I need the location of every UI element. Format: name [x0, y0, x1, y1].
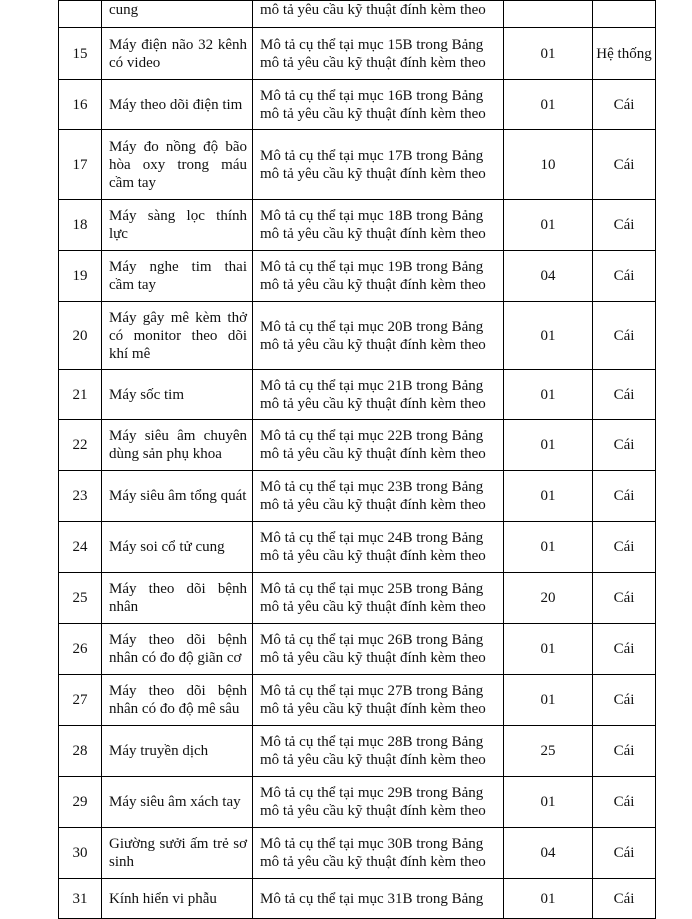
- quantity-cell: 01: [504, 420, 593, 471]
- specification-line-2: mô tả yêu cầu kỹ thuật đính kèm theo: [260, 105, 486, 122]
- quantity-cell: 01: [504, 777, 593, 828]
- table-row: [59, 471, 656, 522]
- unit-cell: Cái: [593, 573, 656, 624]
- table-row: [59, 28, 656, 80]
- row-number-cell: 17: [59, 130, 102, 200]
- specification-cell: [253, 420, 504, 471]
- table-row-partial: [59, 879, 656, 919]
- specification-cell: [253, 130, 504, 200]
- specification-line-1: Mô tả cụ thể tại mục 17B trong Bảng: [260, 147, 484, 164]
- unit-cell: Cái: [593, 726, 656, 777]
- equipment-name-cell: Máy theo dõi bệnh nhân có đo độ mê sâu: [102, 675, 253, 726]
- specification-line-2: mô tả yêu cầu kỹ thuật đính kèm theo: [260, 701, 486, 717]
- equipment-name-cell: Máy nghe tim thai cầm tay: [102, 251, 253, 302]
- specification-line-2: mô tả yêu cầu kỹ thuật đính kèm theo: [260, 650, 486, 666]
- row-number-cell: 24: [59, 522, 102, 573]
- unit-cell: Cái: [593, 675, 656, 726]
- specification-line-1: Mô tả cụ thể tại mục 28B trong Bảng: [260, 734, 484, 750]
- specification-line-2: mô tả yêu cầu kỹ thuật đính kèm theo: [260, 336, 486, 353]
- specification-cell: [253, 471, 504, 522]
- equipment-name-cell: Máy theo dõi bệnh nhân có đo độ giãn cơ: [102, 624, 253, 675]
- table-row: [59, 420, 656, 471]
- specification-line-2: mô tả yêu cầu kỹ thuật đính kèm theo: [260, 854, 486, 870]
- specification-cell: [253, 80, 504, 130]
- specification-line-2: mô tả yêu cầu kỹ thuật đính kèm theo: [260, 165, 486, 182]
- table-row: [59, 522, 656, 573]
- unit-cell: Cái: [593, 200, 656, 251]
- specification-line-1: Mô tả cụ thể tại mục 20B trong Bảng: [260, 318, 484, 335]
- row-number-cell: 20: [59, 302, 102, 370]
- specification-cell: [253, 624, 504, 675]
- table-row: [59, 370, 656, 420]
- specification-cell: [253, 302, 504, 370]
- row-number-cell: 25: [59, 573, 102, 624]
- row-number-cell: 21: [59, 370, 102, 420]
- table-row: [59, 130, 656, 200]
- equipment-name-cell: Máy sốc tim: [102, 370, 253, 420]
- specification-line-2: mô tả yêu cầu kỹ thuật đính kèm theo: [260, 803, 486, 819]
- quantity-cell: 04: [504, 251, 593, 302]
- specification-line-1: Mô tả cụ thể tại mục 27B trong Bảng: [260, 683, 484, 699]
- quantity-cell: [504, 1, 593, 28]
- row-number-cell: 27: [59, 675, 102, 726]
- row-number-cell: 19: [59, 251, 102, 302]
- equipment-name-cell: Máy sàng lọc thính lực: [102, 200, 253, 251]
- specification-line-2: mô tả yêu cầu kỹ thuật đính kèm theo: [260, 277, 486, 293]
- specification-cell: [253, 522, 504, 573]
- table-row: [59, 828, 656, 879]
- row-number-cell: 16: [59, 80, 102, 130]
- equipment-name-cell: Máy soi cổ tử cung: [102, 522, 253, 573]
- row-number-cell: 15: [59, 28, 102, 80]
- row-number-cell: 28: [59, 726, 102, 777]
- specification-line-2: mô tả yêu cầu kỹ thuật đính kèm theo: [260, 446, 486, 462]
- unit-cell: Cái: [593, 777, 656, 828]
- specification-line-1: Mô tả cụ thể tại mục 22B trong Bảng: [260, 428, 484, 444]
- specification-cell: Mô tả cụ thể tại mục 31B trong Bảng: [253, 879, 504, 919]
- quantity-cell: 01: [504, 675, 593, 726]
- specification-cell: [253, 28, 504, 80]
- specification-cell: [253, 370, 504, 420]
- equipment-name-cell: Máy theo dõi điện tim: [102, 80, 253, 130]
- table-row: [59, 624, 656, 675]
- row-number-cell: 23: [59, 471, 102, 522]
- unit-cell: Cái: [593, 828, 656, 879]
- specification-line-2: mô tả yêu cầu kỹ thuật đính kèm theo: [260, 54, 486, 71]
- equipment-name-cell: cung: [102, 1, 253, 28]
- unit-cell: Cái: [593, 522, 656, 573]
- specification-line-1: Mô tả cụ thể tại mục 19B trong Bảng: [260, 259, 484, 275]
- specification-line-1: Mô tả cụ thể tại mục 21B trong Bảng: [260, 377, 484, 394]
- equipment-name-cell: Máy theo dõi bệnh nhân: [102, 573, 253, 624]
- equipment-name-cell: Máy siêu âm chuyên dùng sản phụ khoa: [102, 420, 253, 471]
- unit-cell: [593, 1, 656, 28]
- equipment-name-cell: Máy điện não 32 kênh có video: [102, 28, 253, 80]
- equipment-table: [58, 0, 656, 919]
- unit-cell: Cái: [593, 251, 656, 302]
- row-number-cell: 31: [59, 879, 102, 919]
- quantity-cell: 01: [504, 522, 593, 573]
- specification-line-2: mô tả yêu cầu kỹ thuật đính kèm theo: [260, 599, 486, 615]
- specification-line-1: Mô tả cụ thể tại mục 26B trong Bảng: [260, 632, 484, 648]
- specification-line-2: mô tả yêu cầu kỹ thuật đính kèm theo: [260, 395, 486, 412]
- equipment-name-cell: Kính hiển vi phẫu: [102, 879, 253, 919]
- unit-cell: Cái: [593, 624, 656, 675]
- specification-cell: [253, 828, 504, 879]
- specification-cell: [253, 726, 504, 777]
- table-row: [59, 675, 656, 726]
- specification-line-2: mô tả yêu cầu kỹ thuật đính kèm theo: [260, 548, 486, 564]
- unit-cell: Hệ thống: [593, 28, 656, 80]
- quantity-cell: 10: [504, 130, 593, 200]
- quantity-cell: 01: [504, 879, 593, 919]
- quantity-cell: 01: [504, 28, 593, 80]
- table-row: [59, 726, 656, 777]
- unit-cell: Cái: [593, 471, 656, 522]
- quantity-cell: 01: [504, 200, 593, 251]
- specification-line-1: Mô tả cụ thể tại mục 16B trong Bảng: [260, 87, 484, 104]
- table-row: [59, 200, 656, 251]
- table-row: [59, 80, 656, 130]
- unit-cell: Cái: [593, 302, 656, 370]
- table-row: [59, 302, 656, 370]
- specification-cell: [253, 200, 504, 251]
- specification-line-1: Mô tả cụ thể tại mục 30B trong Bảng: [260, 836, 484, 852]
- equipment-name-cell: Máy siêu âm tổng quát: [102, 471, 253, 522]
- specification-cell: [253, 573, 504, 624]
- equipment-name-cell: Máy gây mê kèm thở có monitor theo dõi khí mê: [102, 302, 253, 370]
- unit-cell: Cái: [593, 420, 656, 471]
- quantity-cell: 01: [504, 302, 593, 370]
- row-number-cell: 18: [59, 200, 102, 251]
- row-number-cell: 30: [59, 828, 102, 879]
- specification-cell: mô tả yêu cầu kỹ thuật đính kèm theo: [253, 1, 504, 28]
- unit-cell: Cái: [593, 130, 656, 200]
- equipment-name-cell: Máy siêu âm xách tay: [102, 777, 253, 828]
- equipment-name-cell: Giường sưởi ấm trẻ sơ sinh: [102, 828, 253, 879]
- unit-cell: Cái: [593, 80, 656, 130]
- specification-line-1: Mô tả cụ thể tại mục 23B trong Bảng: [260, 479, 484, 495]
- quantity-cell: 20: [504, 573, 593, 624]
- table-row-continuation: [59, 1, 656, 28]
- specification-line-1: Mô tả cụ thể tại mục 24B trong Bảng: [260, 530, 484, 546]
- quantity-cell: 01: [504, 624, 593, 675]
- specification-line-2: mô tả yêu cầu kỹ thuật đính kèm theo: [260, 497, 486, 513]
- specification-cell: [253, 777, 504, 828]
- row-number-cell: [59, 1, 102, 28]
- quantity-cell: 01: [504, 471, 593, 522]
- quantity-cell: 25: [504, 726, 593, 777]
- equipment-name-cell: Máy đo nồng độ bão hòa oxy trong máu cầm tay: [102, 130, 253, 200]
- specification-line-2: mô tả yêu cầu kỹ thuật đính kèm theo: [260, 752, 486, 768]
- specification-line-1: Mô tả cụ thể tại mục 15B trong Bảng: [260, 36, 484, 53]
- table-row: [59, 251, 656, 302]
- row-number-cell: 26: [59, 624, 102, 675]
- unit-cell: Cái: [593, 370, 656, 420]
- table-row: [59, 777, 656, 828]
- specification-cell: [253, 675, 504, 726]
- specification-cell: [253, 251, 504, 302]
- equipment-name-cell: Máy truyền dịch: [102, 726, 253, 777]
- quantity-cell: 01: [504, 80, 593, 130]
- unit-cell: Cái: [593, 879, 656, 919]
- row-number-cell: 22: [59, 420, 102, 471]
- specification-line-1: Mô tả cụ thể tại mục 29B trong Bảng: [260, 785, 484, 801]
- specification-line-1: Mô tả cụ thể tại mục 18B trong Bảng: [260, 208, 484, 224]
- quantity-cell: 04: [504, 828, 593, 879]
- quantity-cell: 01: [504, 370, 593, 420]
- specification-line-2: mô tả yêu cầu kỹ thuật đính kèm theo: [260, 226, 486, 242]
- row-number-cell: 29: [59, 777, 102, 828]
- table-row: [59, 573, 656, 624]
- specification-line-1: Mô tả cụ thể tại mục 25B trong Bảng: [260, 581, 484, 597]
